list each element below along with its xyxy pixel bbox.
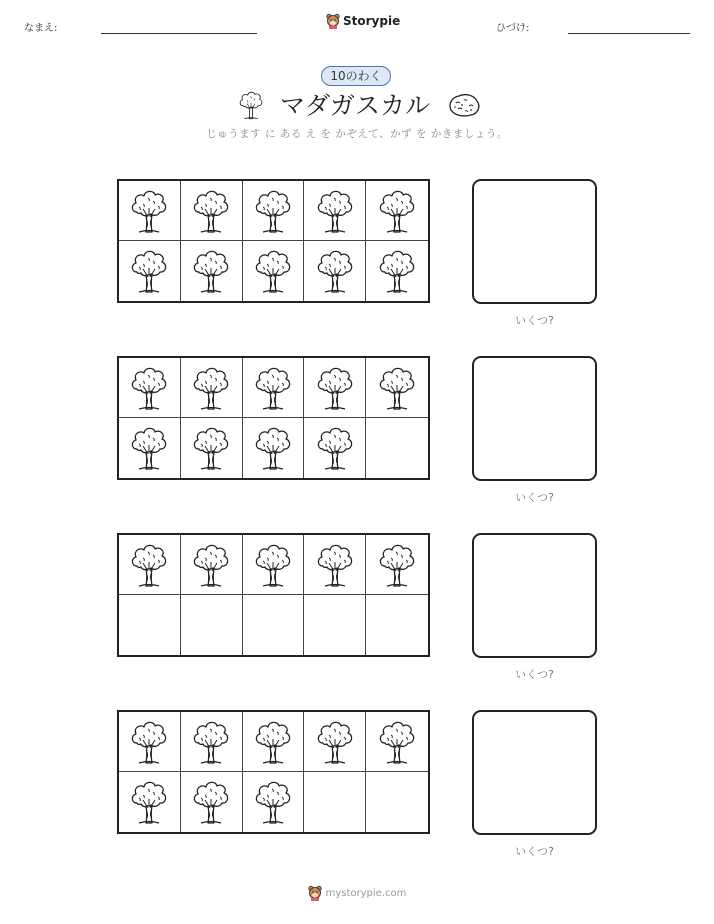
tree-icon xyxy=(253,425,293,471)
frame-cell xyxy=(304,358,366,418)
frame-cell xyxy=(243,181,305,241)
tree-icon xyxy=(191,542,231,588)
brand-name: Storypie xyxy=(343,14,401,28)
frame-cell xyxy=(181,181,243,241)
tree-icon xyxy=(253,779,293,825)
tree-icon xyxy=(191,365,231,411)
brand-logo xyxy=(326,13,400,29)
frame-cell xyxy=(366,772,428,832)
frame-cell xyxy=(304,595,366,655)
date-label: ひづけ: xyxy=(496,23,530,34)
name-line[interactable] xyxy=(101,33,257,34)
frame-cell xyxy=(119,358,181,418)
tree-icon xyxy=(315,425,355,471)
tree-icon xyxy=(129,719,169,765)
frame-cell xyxy=(181,712,243,772)
frame-cell xyxy=(119,181,181,241)
tree-icon xyxy=(315,542,355,588)
frame-cell xyxy=(181,241,243,301)
answer-box[interactable] xyxy=(472,710,597,835)
frame-cell xyxy=(119,418,181,478)
frame-cell xyxy=(304,181,366,241)
tree-icon xyxy=(191,188,231,234)
date-line[interactable] xyxy=(568,33,690,34)
frame-cell xyxy=(181,358,243,418)
tree-icon xyxy=(377,365,417,411)
bear-mascot-icon xyxy=(326,13,340,29)
tree-icon xyxy=(129,425,169,471)
name-label: なまえ: xyxy=(24,23,58,34)
tree-icon xyxy=(191,719,231,765)
title-row xyxy=(0,86,714,122)
frame-cell xyxy=(366,181,428,241)
ten-frame xyxy=(117,533,430,657)
frame-cell xyxy=(366,595,428,655)
topic-badge: 10のわく xyxy=(321,66,391,86)
frame-cell xyxy=(304,712,366,772)
page-title: マダガスカル xyxy=(280,91,431,120)
answer-label: いくつ? xyxy=(515,668,554,681)
tree-icon xyxy=(129,248,169,294)
tree-icon xyxy=(253,188,293,234)
tree-icon xyxy=(253,542,293,588)
frame-cell xyxy=(243,535,305,595)
answer-label: いくつ? xyxy=(515,491,554,504)
frame-cell xyxy=(243,595,305,655)
tree-icon xyxy=(253,365,293,411)
ten-frame xyxy=(117,179,430,303)
frame-cell xyxy=(366,535,428,595)
ten-frame xyxy=(117,356,430,480)
frame-cell xyxy=(119,712,181,772)
tree-icon xyxy=(129,542,169,588)
frame-cell xyxy=(119,772,181,832)
frame-cell xyxy=(181,595,243,655)
footer-url[interactable]: mystorypie.com xyxy=(325,887,407,899)
tree-icon xyxy=(236,90,266,120)
frame-cell xyxy=(304,241,366,301)
tree-icon xyxy=(315,248,355,294)
answer-label: いくつ? xyxy=(515,845,554,858)
frame-cell xyxy=(243,772,305,832)
tree-icon xyxy=(377,248,417,294)
frame-cell xyxy=(366,418,428,478)
tree-icon xyxy=(129,365,169,411)
tree-icon xyxy=(191,248,231,294)
frame-cell xyxy=(243,241,305,301)
tree-icon xyxy=(253,248,293,294)
bear-mascot-icon xyxy=(308,885,322,901)
tree-icon xyxy=(191,779,231,825)
tree-icon xyxy=(377,542,417,588)
tree-icon xyxy=(253,719,293,765)
frame-cell xyxy=(243,712,305,772)
frame-cell xyxy=(119,241,181,301)
tree-icon xyxy=(315,188,355,234)
rock-icon xyxy=(447,92,481,118)
tree-icon xyxy=(129,779,169,825)
tree-icon xyxy=(129,188,169,234)
tree-icon xyxy=(377,188,417,234)
frame-cell xyxy=(119,535,181,595)
frame-cell xyxy=(119,595,181,655)
frame-cell xyxy=(304,418,366,478)
instructions: じゅうます に ある え を かぞえて、かず を かきましょう。 xyxy=(206,128,508,140)
ten-frame xyxy=(117,710,430,834)
frame-cell xyxy=(181,772,243,832)
footer xyxy=(0,885,714,901)
tree-icon xyxy=(315,365,355,411)
tree-icon xyxy=(315,719,355,765)
frame-cell xyxy=(304,535,366,595)
answer-box[interactable] xyxy=(472,179,597,304)
tree-icon xyxy=(377,719,417,765)
answer-label: いくつ? xyxy=(515,314,554,327)
frame-cell xyxy=(243,358,305,418)
frame-cell xyxy=(181,418,243,478)
frame-cell xyxy=(181,535,243,595)
frame-cell xyxy=(366,358,428,418)
answer-box[interactable] xyxy=(472,356,597,481)
frame-cell xyxy=(304,772,366,832)
frame-cell xyxy=(243,418,305,478)
frame-cell xyxy=(366,241,428,301)
tree-icon xyxy=(191,425,231,471)
frame-cell xyxy=(366,712,428,772)
answer-box[interactable] xyxy=(472,533,597,658)
